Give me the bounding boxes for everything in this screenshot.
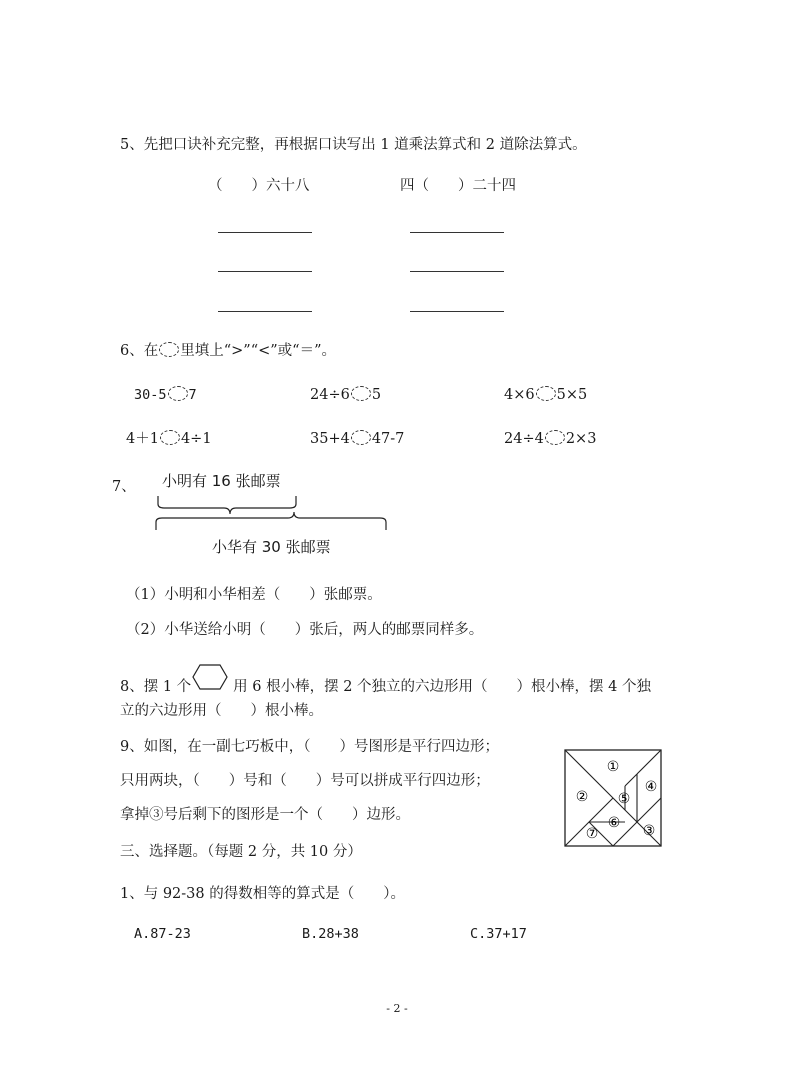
expr-right: 5×5 [556,387,588,403]
expr-left: 24÷6 [310,387,350,403]
q6-title-post: 里填上“>”“<”或“＝”。 [180,343,337,359]
expr-right: 5 [371,387,382,403]
piece-label: ① [606,759,620,775]
section3-title: 三、选择题。（每题 2 分，共 10 分） [120,844,362,860]
piece-label: ③ [642,823,656,839]
answer-line[interactable] [410,232,504,233]
q8-line1-pre: 8、摆 1 个 [120,679,192,695]
q5-left-rhyme: （ ）六十八 [208,178,310,194]
q6-item [504,386,587,403]
expr-right: 7 [188,387,197,403]
q7-number: 7、 [112,479,136,495]
expr-right: 4÷1 [180,431,212,447]
option-a[interactable]: A.87-23 [134,926,191,942]
q6-title-pre: 6、在 [120,343,159,359]
answer-line[interactable] [218,311,312,312]
bracket-diagram [154,494,394,534]
tangram-figure [564,749,664,849]
q6-item [504,430,596,447]
q8-line1-post: 用 6 根小棒，摆 2 个独立的六边形用（ ）根小棒，摆 4 个独 [233,679,652,695]
expr-left: 4＋1 [126,431,159,447]
expr-right: 47-7 [371,431,405,447]
q6-item [310,386,381,403]
q7-sub2: （2）小华送给小明（ ）张后，两人的邮票同样多。 [126,622,484,638]
expr-left: 35+4 [310,431,350,447]
expr-right: 2×3 [565,431,597,447]
q8-line2: 立的六边形用（ ）根小棒。 [120,703,323,719]
q5-title: 5、先把口诀补充完整，再根据口诀写出 1 道乘法算式和 2 道除法算式。 [120,137,587,153]
q6-item [134,386,197,403]
q6-item [310,430,404,447]
q9-line2: 只用两块，（ ）号和（ ）号可以拼成平行四边形； [120,773,490,789]
expr-left: 30-5 [134,387,167,403]
xiaohua-label: 小华有 30 张邮票 [212,538,331,556]
q5-right-rhyme: 四（ ）二十四 [400,178,516,194]
compare-blank[interactable] [545,430,565,445]
q6-item [126,430,212,447]
compare-blank[interactable] [351,430,371,445]
choice-q1: 1、与 92-38 的得数相等的算式是（ ）。 [120,886,405,902]
piece-label: ④ [644,779,658,795]
compare-blank[interactable] [351,386,371,401]
piece-label: ⑤ [617,791,631,807]
expr-left: 24÷4 [504,431,544,447]
compare-blank[interactable] [168,386,188,401]
q9-line1: 9、如图，在一副七巧板中，（ ）号图形是平行四边形； [120,739,499,755]
q9-line3: 拿掉③号后剩下的图形是一个（ ）边形。 [120,807,410,823]
piece-label: ⑥ [607,815,621,831]
q6-title [120,342,336,359]
q7-sub1: （1）小明和小华相差（ ）张邮票。 [126,587,382,603]
answer-line[interactable] [218,232,312,233]
oval-blank-icon [159,342,179,357]
answer-line[interactable] [218,271,312,272]
expr-left: 4×6 [504,387,535,403]
option-c[interactable]: C.37+17 [470,926,527,942]
piece-label: ⑦ [585,826,599,842]
answer-line[interactable] [410,311,504,312]
q8-line1 [120,680,651,695]
piece-label: ② [575,789,589,805]
page-number: - 2 - [386,1002,408,1015]
answer-line[interactable] [410,271,504,272]
option-b[interactable]: B.28+38 [302,926,359,942]
compare-blank[interactable] [160,430,180,445]
xiaoming-label: 小明有 16 张邮票 [162,472,281,490]
compare-blank[interactable] [536,386,556,401]
